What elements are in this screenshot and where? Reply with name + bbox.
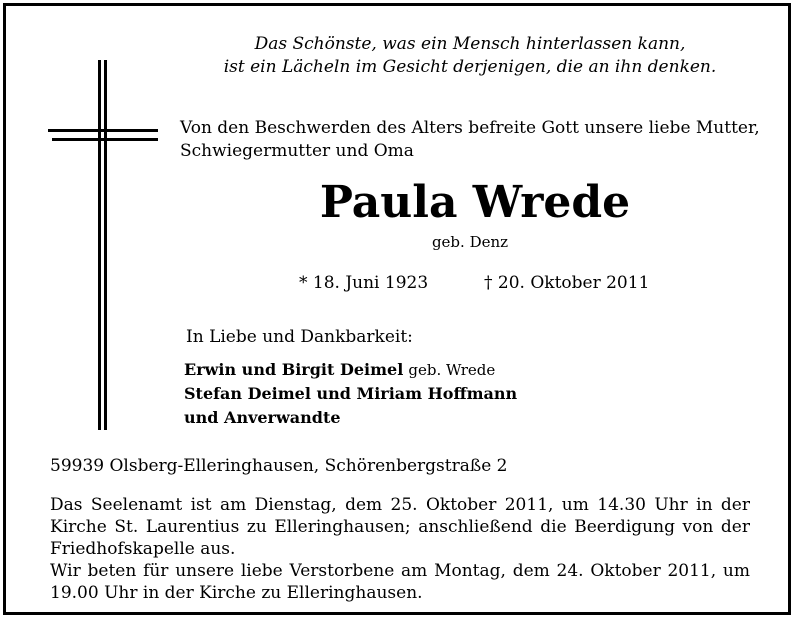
intro-line-1: Von den Beschwerden des Alters befreite Gott unsere liebe Mutter, — [180, 118, 760, 138]
mourner-names-3: und Anverwandte — [184, 408, 341, 427]
mourner-line-2 — [184, 382, 517, 406]
mourners-heading: In Liebe und Dankbarkeit: — [186, 327, 413, 347]
family-address: 59939 Olsberg-Elleringhausen, Schörenbergstraße 2 — [50, 456, 508, 476]
mourner-names-1: Erwin und Birgit Deimel — [184, 360, 404, 379]
intro-text — [180, 117, 760, 163]
memorial-quote — [190, 33, 750, 79]
quote-line-2: ist ein Lächeln im Gesicht derjenigen, die an ihn denken. — [223, 57, 717, 77]
intro-line-2: Schwiegermutter und Oma — [180, 141, 414, 161]
mourner-line-1 — [184, 358, 517, 382]
death-date: † 20. Oktober 2011 — [484, 273, 650, 293]
mourner-names-2: Stefan Deimel und Miriam Hoffmann — [184, 384, 518, 403]
deceased-name: Paula Wrede — [319, 177, 631, 228]
service-paragraph-1: Das Seelenamt ist am Dienstag, dem 25. Oktober 2011, um 14.30 Uhr in der Kirche St. Laurentius zu Elleringhausen; anschließend die Beerdigung von der Friedhofskapelle aus. — [50, 495, 750, 559]
service-details — [50, 494, 750, 604]
quote-line-1: Das Schönste, was ein Mensch hinterlassen kann, — [254, 34, 686, 54]
birth-date: * 18. Juni 1923 — [299, 273, 429, 293]
mourner-nee: geb. Wrede — [408, 361, 496, 379]
mourner-line-3 — [184, 406, 517, 430]
service-paragraph-2: Wir beten für unsere liebe Verstorbene am Montag, dem 24. Oktober 2011, um 19.00 Uhr in der Kirche zu Elleringhausen. — [50, 561, 750, 603]
mourners-list — [184, 358, 517, 430]
maiden-name: geb. Denz — [431, 233, 509, 251]
